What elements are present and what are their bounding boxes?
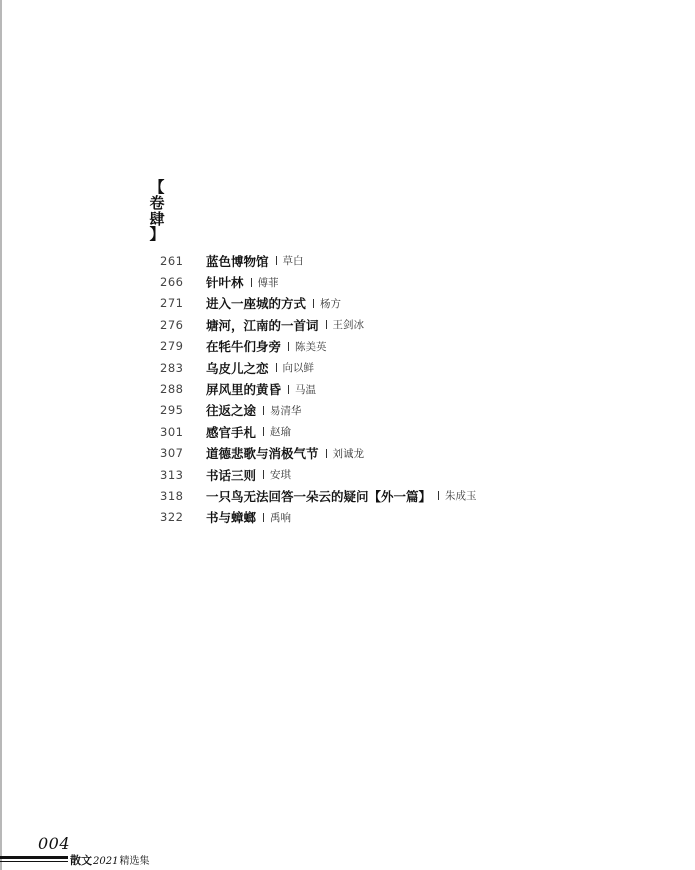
toc-page-number: 279	[160, 339, 184, 354]
toc-author: 刘诚龙	[332, 447, 365, 460]
toc-separator	[288, 342, 289, 351]
toc-title: 在牦牛们身旁	[206, 339, 282, 355]
publication-collection: 精选集	[119, 856, 150, 867]
toc-page-number: 295	[160, 403, 184, 418]
publication-brand: 散文	[70, 854, 92, 867]
toc-separator	[276, 363, 277, 372]
toc-author: 马温	[295, 383, 317, 396]
toc-author: 赵瑜	[270, 426, 292, 439]
toc-title: 往返之途	[206, 403, 257, 419]
toc-separator	[438, 491, 439, 500]
page-footer	[0, 832, 300, 868]
toc-entry[interactable]	[160, 293, 640, 314]
left-margin-rule	[0, 0, 2, 870]
toc-title: 蓝色博物馆	[206, 253, 269, 269]
toc-title: 书与蟑螂	[206, 510, 257, 526]
toc-entry[interactable]	[160, 357, 640, 378]
toc-author: 禹响	[270, 511, 292, 524]
toc-entry[interactable]	[160, 421, 640, 442]
volume-heading	[146, 180, 168, 243]
toc-title: 屏风里的黄昏	[206, 382, 282, 398]
toc-author: 杨方	[320, 297, 342, 310]
toc-entry[interactable]	[160, 400, 640, 421]
toc-title: 乌皮儿之恋	[206, 360, 269, 376]
footer-rule-thick	[0, 856, 68, 859]
toc-page-number: 283	[160, 360, 184, 375]
toc-page-number: 301	[160, 424, 184, 439]
toc-entry[interactable]	[160, 271, 640, 292]
toc-entry[interactable]	[160, 336, 640, 357]
volume-heading-char-2: 肆	[149, 209, 165, 228]
toc-entry[interactable]	[160, 507, 640, 528]
toc-page-number: 307	[160, 446, 184, 461]
volume-heading-close-bracket: 】	[149, 225, 165, 244]
toc-author: 陈美英	[295, 340, 327, 353]
toc-separator	[263, 470, 264, 479]
toc-page-number: 288	[160, 382, 184, 397]
toc-page-number: 261	[160, 253, 184, 268]
toc-separator	[276, 256, 277, 265]
toc-author: 向以鲜	[282, 362, 315, 375]
toc-separator	[251, 278, 252, 287]
toc-title: 塘河，江南的一首词	[206, 317, 319, 333]
toc-page-number: 266	[160, 275, 184, 290]
publication-year: 2021	[93, 856, 119, 867]
toc-separator	[326, 320, 327, 329]
footer-rule-thin	[0, 861, 68, 862]
toc-title: 道德悲歌与消极气节	[206, 446, 319, 462]
toc-separator	[313, 299, 314, 308]
toc-entry[interactable]	[160, 443, 640, 464]
toc-separator	[263, 427, 264, 436]
toc-separator	[263, 406, 264, 415]
page-number: 004	[38, 834, 71, 853]
toc-separator	[288, 385, 289, 394]
volume-heading-open-bracket: 【	[149, 178, 165, 196]
toc-author: 易清华	[270, 404, 302, 417]
toc-page-number: 271	[160, 296, 184, 311]
toc-entry[interactable]	[160, 464, 640, 485]
toc-title: 感官手札	[206, 424, 257, 440]
toc-entry[interactable]	[160, 378, 640, 399]
publication-label	[70, 852, 149, 868]
toc-entry[interactable]	[160, 485, 640, 506]
table-of-contents	[160, 250, 640, 528]
volume-heading-char-1: 卷	[149, 193, 165, 212]
toc-author: 朱成玉	[445, 490, 477, 503]
toc-page-number: 276	[160, 317, 184, 332]
toc-separator	[326, 449, 327, 458]
toc-entry[interactable]	[160, 250, 640, 271]
toc-author: 草白	[282, 255, 304, 268]
toc-title: 进入一座城的方式	[206, 296, 307, 312]
toc-author: 王剑冰	[332, 319, 365, 332]
toc-page-number: 322	[160, 510, 184, 525]
toc-title: 一只鸟无法回答一朵云的疑问【外一篇】	[206, 488, 432, 504]
toc-page-number: 313	[160, 467, 184, 482]
toc-title: 针叶林	[206, 275, 244, 291]
toc-author: 傅菲	[257, 276, 279, 289]
toc-page-number: 318	[160, 488, 184, 503]
toc-title: 书话三则	[206, 467, 257, 483]
toc-entry[interactable]	[160, 314, 640, 335]
toc-author: 安琪	[270, 469, 292, 482]
toc-separator	[263, 513, 264, 522]
